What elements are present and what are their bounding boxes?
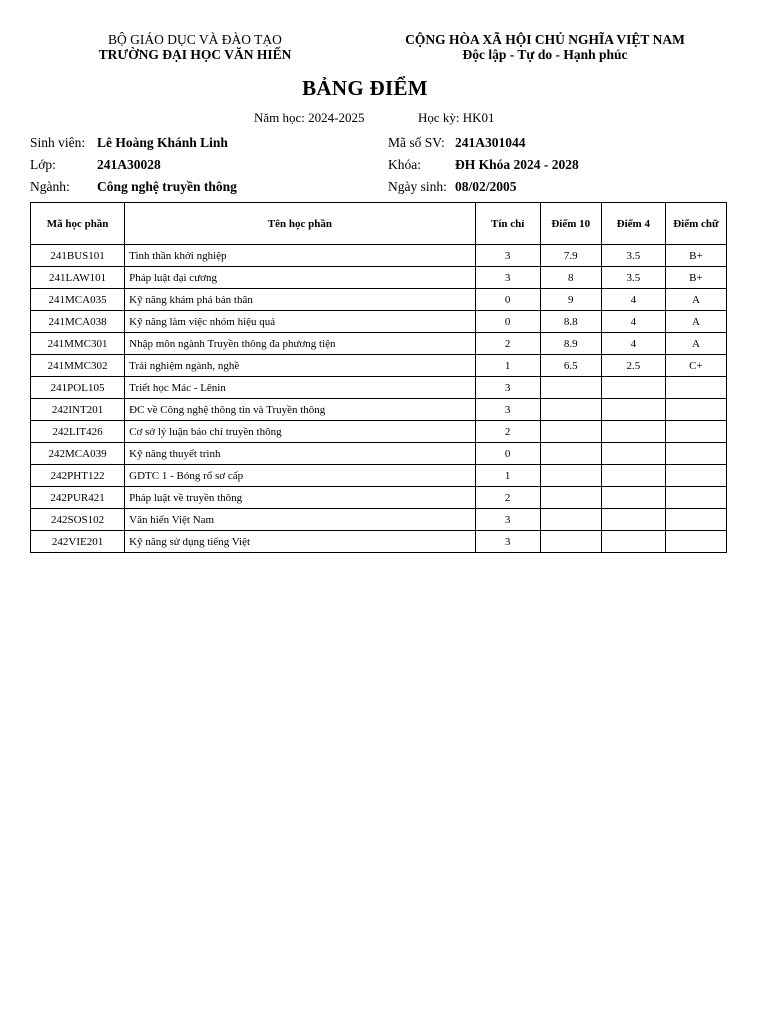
course-code: 241MCA038 [31, 311, 125, 333]
course-name: Trải nghiệm ngành, nghề [125, 355, 476, 377]
major-label: Ngành: [30, 179, 70, 194]
score-4 [601, 487, 665, 509]
info-row-name [0, 135, 768, 153]
course-credits: 3 [475, 531, 540, 553]
score-letter: B+ [665, 245, 726, 267]
col-header-name: Tên học phần [125, 203, 476, 245]
course-name: Kỹ năng sử dụng tiếng Việt [125, 531, 476, 553]
score-letter [665, 399, 726, 421]
table-row [31, 487, 727, 509]
score-4 [601, 377, 665, 399]
grades-table [30, 202, 727, 553]
table-row [31, 377, 727, 399]
course-name: Kỹ năng khám phá bản thân [125, 289, 476, 311]
table-row [31, 399, 727, 421]
score-4: 4 [601, 333, 665, 355]
col-header-score10: Điểm 10 [540, 203, 601, 245]
course-name: Triết học Mác - Lênin [125, 377, 476, 399]
dob-label: Ngày sinh: [388, 179, 447, 194]
score-4: 4 [601, 289, 665, 311]
score-10 [540, 399, 601, 421]
score-letter [665, 377, 726, 399]
course-credits: 3 [475, 509, 540, 531]
score-letter [665, 531, 726, 553]
score-10 [540, 443, 601, 465]
cohort-value: ĐH Khóa 2024 - 2028 [455, 157, 579, 172]
score-letter: B+ [665, 267, 726, 289]
score-4: 4 [601, 311, 665, 333]
score-letter: A [665, 333, 726, 355]
score-10 [540, 509, 601, 531]
course-name: ĐC về Công nghệ thông tin và Truyền thông [125, 399, 476, 421]
score-10: 9 [540, 289, 601, 311]
course-name: Kỹ năng thuyết trình [125, 443, 476, 465]
student-name-label: Sinh viên: [30, 135, 86, 150]
course-credits: 1 [475, 465, 540, 487]
score-4 [601, 465, 665, 487]
score-letter: A [665, 311, 726, 333]
col-header-score4: Điểm 4 [601, 203, 665, 245]
course-credits: 0 [475, 443, 540, 465]
table-row [31, 289, 727, 311]
score-10: 7.9 [540, 245, 601, 267]
course-credits: 1 [475, 355, 540, 377]
course-credits: 2 [475, 421, 540, 443]
table-header-row [31, 203, 727, 245]
course-code: 242SOS102 [31, 509, 125, 531]
score-10 [540, 487, 601, 509]
score-4 [601, 531, 665, 553]
course-credits: 2 [475, 333, 540, 355]
info-row-major [0, 179, 768, 197]
grades-table-body [31, 245, 727, 553]
table-row [31, 245, 727, 267]
dob-value: 08/02/2005 [455, 179, 517, 194]
class-value: 241A30028 [97, 157, 161, 172]
course-name: Kỹ năng làm việc nhóm hiệu quả [125, 311, 476, 333]
course-code: 242LIT426 [31, 421, 125, 443]
table-row [31, 267, 727, 289]
course-code: 242PHT122 [31, 465, 125, 487]
course-code: 242PUR421 [31, 487, 125, 509]
col-header-letter: Điểm chữ [665, 203, 726, 245]
course-credits: 3 [475, 245, 540, 267]
info-row-class [0, 157, 768, 175]
course-code: 241MMC302 [31, 355, 125, 377]
score-4 [601, 421, 665, 443]
score-4 [601, 509, 665, 531]
course-name: GDTC 1 - Bóng rổ sơ cấp [125, 465, 476, 487]
national-title: CỘNG HÒA XÃ HỘI CHỦ NGHĨA VIỆT NAM [405, 32, 685, 47]
score-10 [540, 377, 601, 399]
course-credits: 3 [475, 377, 540, 399]
course-code: 242MCA039 [31, 443, 125, 465]
score-4: 3.5 [601, 267, 665, 289]
student-id: 241A301044 [455, 135, 526, 150]
cohort-label: Khóa: [388, 157, 421, 172]
course-credits: 0 [475, 311, 540, 333]
table-row [31, 509, 727, 531]
school-year: Năm học: 2024-2025 [254, 110, 365, 125]
score-4: 2.5 [601, 355, 665, 377]
ministry-header [85, 32, 305, 62]
course-credits: 0 [475, 289, 540, 311]
course-name: Văn hiến Việt Nam [125, 509, 476, 531]
course-name: Cơ sở lý luận báo chí truyền thông [125, 421, 476, 443]
table-row [31, 421, 727, 443]
score-10: 8.9 [540, 333, 601, 355]
score-letter [665, 443, 726, 465]
table-row [31, 333, 727, 355]
score-10: 8 [540, 267, 601, 289]
national-motto: Độc lập - Tự do - Hạnh phúc [462, 47, 628, 62]
score-letter [665, 465, 726, 487]
score-10 [540, 465, 601, 487]
course-name: Pháp luật về truyền thông [125, 487, 476, 509]
course-code: 242INT201 [31, 399, 125, 421]
score-10: 8.8 [540, 311, 601, 333]
course-credits: 3 [475, 267, 540, 289]
score-letter [665, 421, 726, 443]
score-4 [601, 443, 665, 465]
course-code: 241LAW101 [31, 267, 125, 289]
col-header-code: Mã học phần [31, 203, 125, 245]
score-letter: A [665, 289, 726, 311]
course-name: Nhập môn ngành Truyền thông đa phương tiện [125, 333, 476, 355]
course-code: 241MMC301 [31, 333, 125, 355]
score-10 [540, 421, 601, 443]
major-value: Công nghệ truyền thông [97, 179, 237, 194]
course-credits: 3 [475, 399, 540, 421]
semester: Học kỳ: HK01 [418, 110, 495, 125]
national-header [390, 32, 700, 62]
table-row [31, 443, 727, 465]
page-title: BẢNG ĐIỂM [302, 76, 428, 100]
table-row [31, 465, 727, 487]
score-4: 3.5 [601, 245, 665, 267]
table-row [31, 311, 727, 333]
score-letter [665, 487, 726, 509]
course-code: 241POL105 [31, 377, 125, 399]
ministry-name: BỘ GIÁO DỤC VÀ ĐÀO TẠO [108, 32, 282, 47]
course-name: Pháp luật đại cương [125, 267, 476, 289]
score-letter [665, 509, 726, 531]
table-row [31, 355, 727, 377]
course-code: 241MCA035 [31, 289, 125, 311]
score-4 [601, 399, 665, 421]
score-10 [540, 531, 601, 553]
course-code: 242VIE201 [31, 531, 125, 553]
course-code: 241BUS101 [31, 245, 125, 267]
col-header-credits: Tín chỉ [475, 203, 540, 245]
class-label: Lớp: [30, 157, 56, 172]
student-id-label: Mã số SV: [388, 135, 445, 150]
score-letter: C+ [665, 355, 726, 377]
course-credits: 2 [475, 487, 540, 509]
university-name: TRƯỜNG ĐẠI HỌC VĂN HIẾN [98, 47, 292, 62]
course-name: Tinh thần khởi nghiệp [125, 245, 476, 267]
score-10: 6.5 [540, 355, 601, 377]
table-row [31, 531, 727, 553]
student-name: Lê Hoàng Khánh Linh [97, 135, 228, 150]
